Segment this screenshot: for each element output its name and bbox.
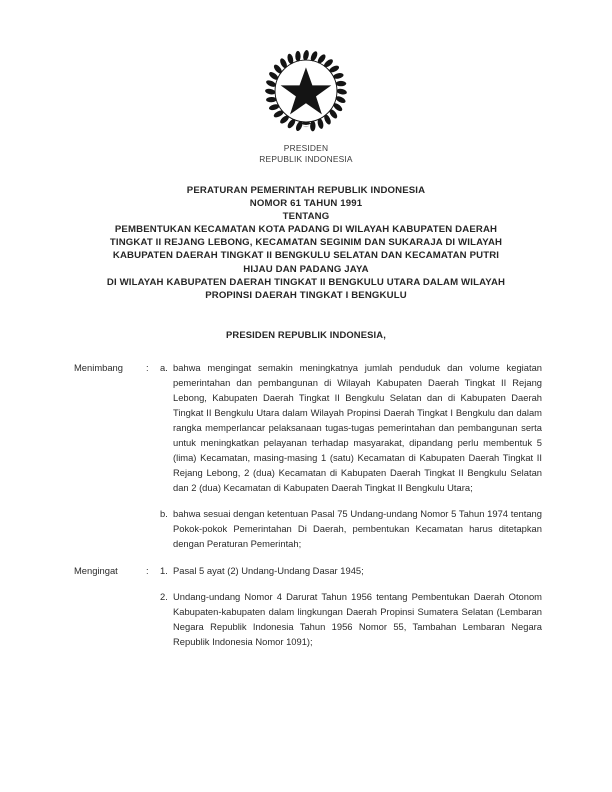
emblem-caption-line-2: REPUBLIK INDONESIA bbox=[259, 153, 353, 164]
title-line: PEMBENTUKAN KECAMATAN KOTA PADANG DI WILAYAH KABUPATEN DAERAH bbox=[114, 224, 498, 236]
list-item-marker: 2. bbox=[160, 591, 168, 602]
title-line: HIJAU DAN PADANG JAYA bbox=[243, 263, 369, 275]
indonesia-presidential-star-wreath-emblem bbox=[263, 48, 349, 134]
clause-colon: : bbox=[146, 565, 149, 576]
clause-label: Mengingat bbox=[74, 565, 118, 576]
list-item-marker: a. bbox=[160, 362, 168, 373]
title-line: PERATURAN PEMERINTAH REPUBLIK INDONESIA bbox=[186, 185, 426, 196]
list-item bbox=[160, 589, 542, 649]
clause-group-spacer bbox=[74, 551, 542, 563]
clause-menimbang bbox=[74, 360, 542, 551]
title-line: NOMOR 61 TAHUN 1991 bbox=[249, 198, 363, 210]
opening-statement: PRESIDEN REPUBLIK INDONESIA, bbox=[226, 329, 386, 340]
list-item bbox=[160, 360, 542, 495]
clause-mengingat bbox=[74, 563, 542, 649]
clauses-section bbox=[74, 360, 542, 649]
clause-label: Menimbang bbox=[74, 362, 123, 373]
list-item-marker: 1. bbox=[160, 565, 168, 576]
clause-colon: : bbox=[146, 362, 149, 373]
title-line: PROPINSI DAERAH TINGKAT I BENGKULU bbox=[205, 289, 407, 301]
title-line: TENTANG bbox=[282, 211, 330, 223]
list-item bbox=[160, 563, 542, 578]
list-item bbox=[160, 506, 542, 551]
emblem-caption bbox=[0, 143, 612, 164]
clause-items bbox=[160, 360, 542, 551]
document-title bbox=[56, 184, 556, 302]
list-item-text: Pasal 5 ayat (2) Undang-Undang Dasar 1945; bbox=[173, 565, 364, 576]
clause-items bbox=[160, 563, 542, 649]
emblem-block bbox=[0, 48, 612, 164]
list-item-marker: b. bbox=[160, 508, 168, 519]
title-line: TINGKAT II REJANG LEBONG, KECAMATAN SEGINIM DAN SUKARAJA DI WILAYAH bbox=[109, 237, 503, 249]
list-item-text: bahwa sesuai dengan ketentuan Pasal 75 Undang-undang Nomor 5 Tahun 1974 tentang Pokok-pokok Pemerintahan Di Daerah, pembentukan Kecamatan harus ditetapkan dengan Peraturan Pemerintah; bbox=[173, 508, 542, 549]
list-item-text: Undang-undang Nomor 4 Darurat Tahun 1956 tentang Pembentukan Daerah Otonom Kabupaten-kabupaten dalam lingkungan Daerah Propinsi Sumatera Selatan (Lembaran Negara Republik Indonesia Tahun 1956 Nomor 55, Tambahan Lembaran Negara Republik Indonesia Nomor 1091); bbox=[173, 591, 542, 647]
title-line: KABUPATEN DAERAH TINGKAT II BENGKULU SELATAN DAN KECAMATAN PUTRI bbox=[112, 250, 500, 262]
title-line: DI WILAYAH KABUPATEN DAERAH TINGKAT II BENGKULU UTARA DALAM WILAYAH bbox=[106, 276, 506, 288]
list-item-text: bahwa mengingat semakin meningkatnya jumlah penduduk dan volume kegiatan pemerintahan dan pembangunan di Wilayah Kabupaten Daerah Tingkat II Rejang Lebong, Kabupaten Daerah Tingkat II Bengkulu Selatan dan di Kabupaten Daerah Tingkat II Bengkulu Utara dalam Wilayah Propinsi Daerah Tingkat I Bengkulu dan dalam rangka memperlancar pelaksanaan tugas-tugas pemerintahan dan pembangunan serta untuk meningkatkan pelayanan terhadap masyarakat, dipandang perlu membentuk 5 (lima) Kecamatan, masing-masing 1 (satu) Kecamatan di Kabupaten Daerah Tingkat II Rejang Lebong, 2 (dua) Kecamatan di Kabupaten Daerah Tingkat II Bengkulu Selatan dan 2 (dua) Kecamatan di Kabupaten Daerah Tingkat II Bengkulu Utara; bbox=[173, 362, 542, 493]
emblem-caption-line-1: PRESIDEN bbox=[283, 143, 329, 153]
